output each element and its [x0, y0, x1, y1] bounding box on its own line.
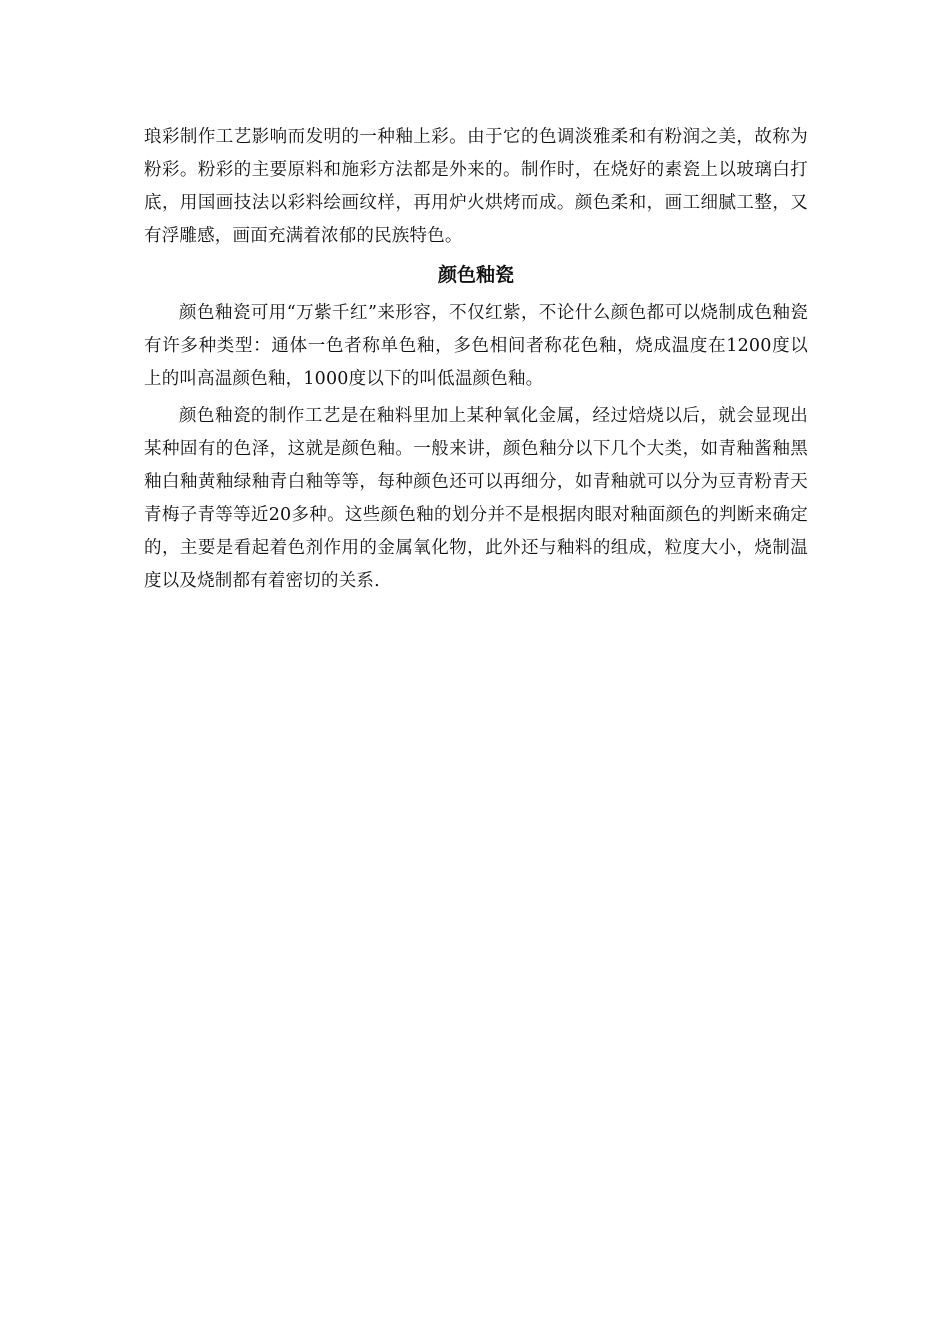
- body-paragraph-2: 颜色釉瓷的制作工艺是在釉料里加上某种氧化金属，经过焙烧以后，就会显现出某种固有的色泽，这就是颜色釉。一般来讲，颜色釉分以下几个大类，如青釉酱釉黑釉白釉黄釉绿釉青白釉等等，每种颜色还可以再细分，如青釉就可以分为豆青粉青天青梅子青等等近20多种。这些颜色釉的划分并不是根据肉眼对釉面颜色的判断来确定的，主要是看起着色剂作用的金属氧化物，此外还与釉料的组成，粒度大小，烧制温度以及烧制都有着密切的关系.: [144, 406, 808, 591]
- document-body: [144, 121, 808, 598]
- section-heading: 颜色釉瓷: [437, 264, 514, 286]
- body-paragraph-1: 颜色釉瓷可用“万紫千红”来形容，不仅红紫，不论什么颜色都可以烧制成色釉瓷有许多种类型：通体一色者称单色釉，多色相间者称花色釉，烧成温度在1200度以上的叫高温颜色釉，1000度以下的叫低温颜色釉。: [144, 303, 808, 389]
- intro-paragraph: 琅彩制作工艺影响而发明的一种釉上彩。由于它的色调淡雅柔和有粉润之美，故称为粉彩。粉彩的主要原料和施彩方法都是外来的。制作时，在烧好的素瓷上以玻璃白打底，用国画技法以彩料绘画纹样，再用炉火烘烤而成。颜色柔和，画工细腻工整，又有浮雕感，画面充满着浓郁的民族特色。: [144, 127, 808, 246]
